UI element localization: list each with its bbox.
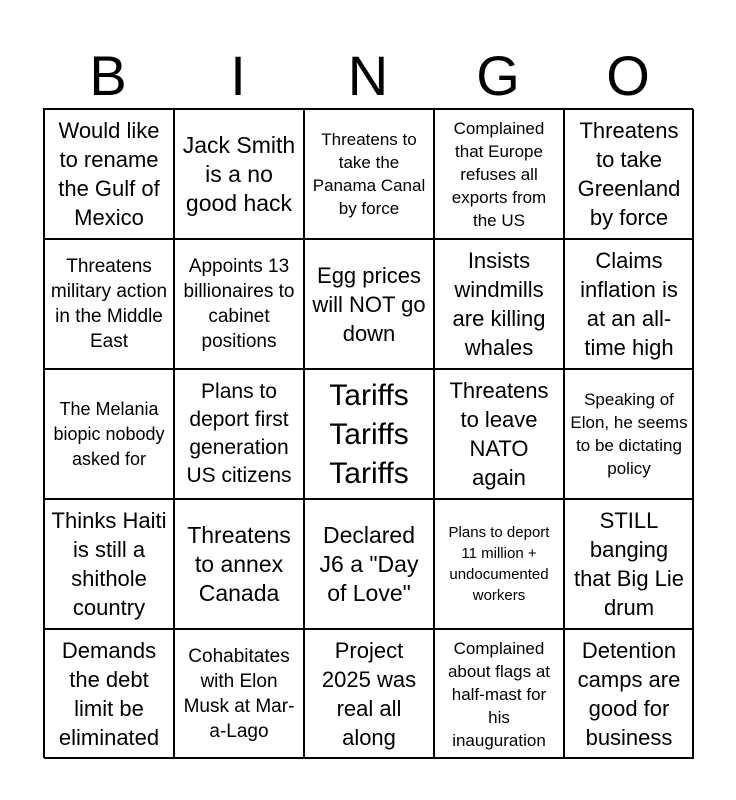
bingo-cell-text: Project 2025 was real all along: [321, 638, 417, 750]
bingo-cell[interactable]: [174, 239, 304, 369]
bingo-cell[interactable]: [44, 239, 174, 369]
bingo-cell-text: Detention camps are good for business: [577, 638, 681, 750]
bingo-cell[interactable]: [564, 499, 694, 629]
bingo-cell[interactable]: [434, 369, 564, 499]
bingo-cell-text: Threatens to leave NATO again: [449, 378, 549, 490]
bingo-cell-text: Egg prices will NOT go down: [312, 262, 426, 346]
bingo-cell[interactable]: [434, 239, 564, 369]
bingo-cell-text: Speaking of Elon, he seems to be dictating policy: [570, 390, 688, 478]
bingo-cell-text: Thinks Haiti is still a shithole country: [51, 508, 167, 620]
bingo-cell[interactable]: [174, 499, 304, 629]
bingo-cell-text: Insists windmills are killing whales: [452, 248, 546, 360]
bingo-cell-text: Complained that Europe refuses all exports from the US: [451, 118, 547, 230]
bingo-cell[interactable]: [304, 499, 434, 629]
header-letter-b: B: [89, 44, 127, 107]
header-letter-i: I: [230, 44, 246, 107]
header-letter-g: G: [476, 44, 520, 107]
bingo-cell[interactable]: [434, 499, 564, 629]
bingo-cell-text: Complained about flags at half-mast for his inauguration: [447, 638, 551, 750]
bingo-cell[interactable]: [44, 629, 174, 759]
bingo-cell-text: Jack Smith is a no good hack: [182, 131, 296, 216]
bingo-cell[interactable]: [564, 629, 694, 759]
bingo-cell[interactable]: [434, 109, 564, 239]
bingo-cell[interactable]: [304, 629, 434, 759]
bingo-cell-text: The Melania biopic nobody asked for: [53, 398, 165, 469]
bingo-cell-text: Threatens military action in the Middle East: [50, 256, 168, 352]
bingo-cell[interactable]: [44, 499, 174, 629]
bingo-cell[interactable]: [304, 239, 434, 369]
bingo-cell-text: Plans to deport 11 million + undocumented workers: [448, 524, 550, 604]
bingo-cell-text: Cohabitates with Elon Musk at Mar-a-Lago: [183, 646, 295, 742]
bingo-cell[interactable]: [174, 369, 304, 499]
bingo-cell-text: Claims inflation is at an all-time high: [580, 248, 678, 360]
bingo-cell[interactable]: [174, 109, 304, 239]
bingo-cell-text: Threatens to annex Canada: [187, 521, 291, 606]
bingo-cell[interactable]: [44, 369, 174, 499]
bingo-cell-text: Threatens to take the Panama Canal by force: [312, 130, 426, 218]
bingo-header: [43, 44, 693, 108]
bingo-card-grid: [43, 108, 693, 758]
bingo-cell-text: Would like to rename the Gulf of Mexico: [58, 118, 160, 230]
header-letter-n: N: [347, 44, 389, 107]
bingo-cell[interactable]: [564, 369, 694, 499]
bingo-cell-text: Threatens to take Greenland by force: [577, 118, 681, 230]
bingo-cell[interactable]: [174, 629, 304, 759]
bingo-cell-text: Appoints 13 billionaires to cabinet positions: [183, 256, 295, 352]
bingo-cell-text: STILL banging that Big Lie drum: [573, 508, 685, 620]
bingo-cell-text: Demands the debt limit be eliminated: [58, 638, 160, 750]
bingo-cell[interactable]: [434, 629, 564, 759]
bingo-cell-center[interactable]: [304, 369, 434, 499]
bingo-cell-text: Declared J6 a "Day of Love": [319, 521, 419, 606]
bingo-cell[interactable]: [564, 239, 694, 369]
bingo-cell-text: Plans to deport first generation US citizens: [186, 380, 292, 487]
bingo-cell[interactable]: [44, 109, 174, 239]
header-letter-o: O: [606, 44, 650, 107]
bingo-cell[interactable]: [304, 109, 434, 239]
bingo-cell[interactable]: [564, 109, 694, 239]
bingo-cell-text: Tariffs Tariffs Tariffs: [329, 378, 409, 490]
